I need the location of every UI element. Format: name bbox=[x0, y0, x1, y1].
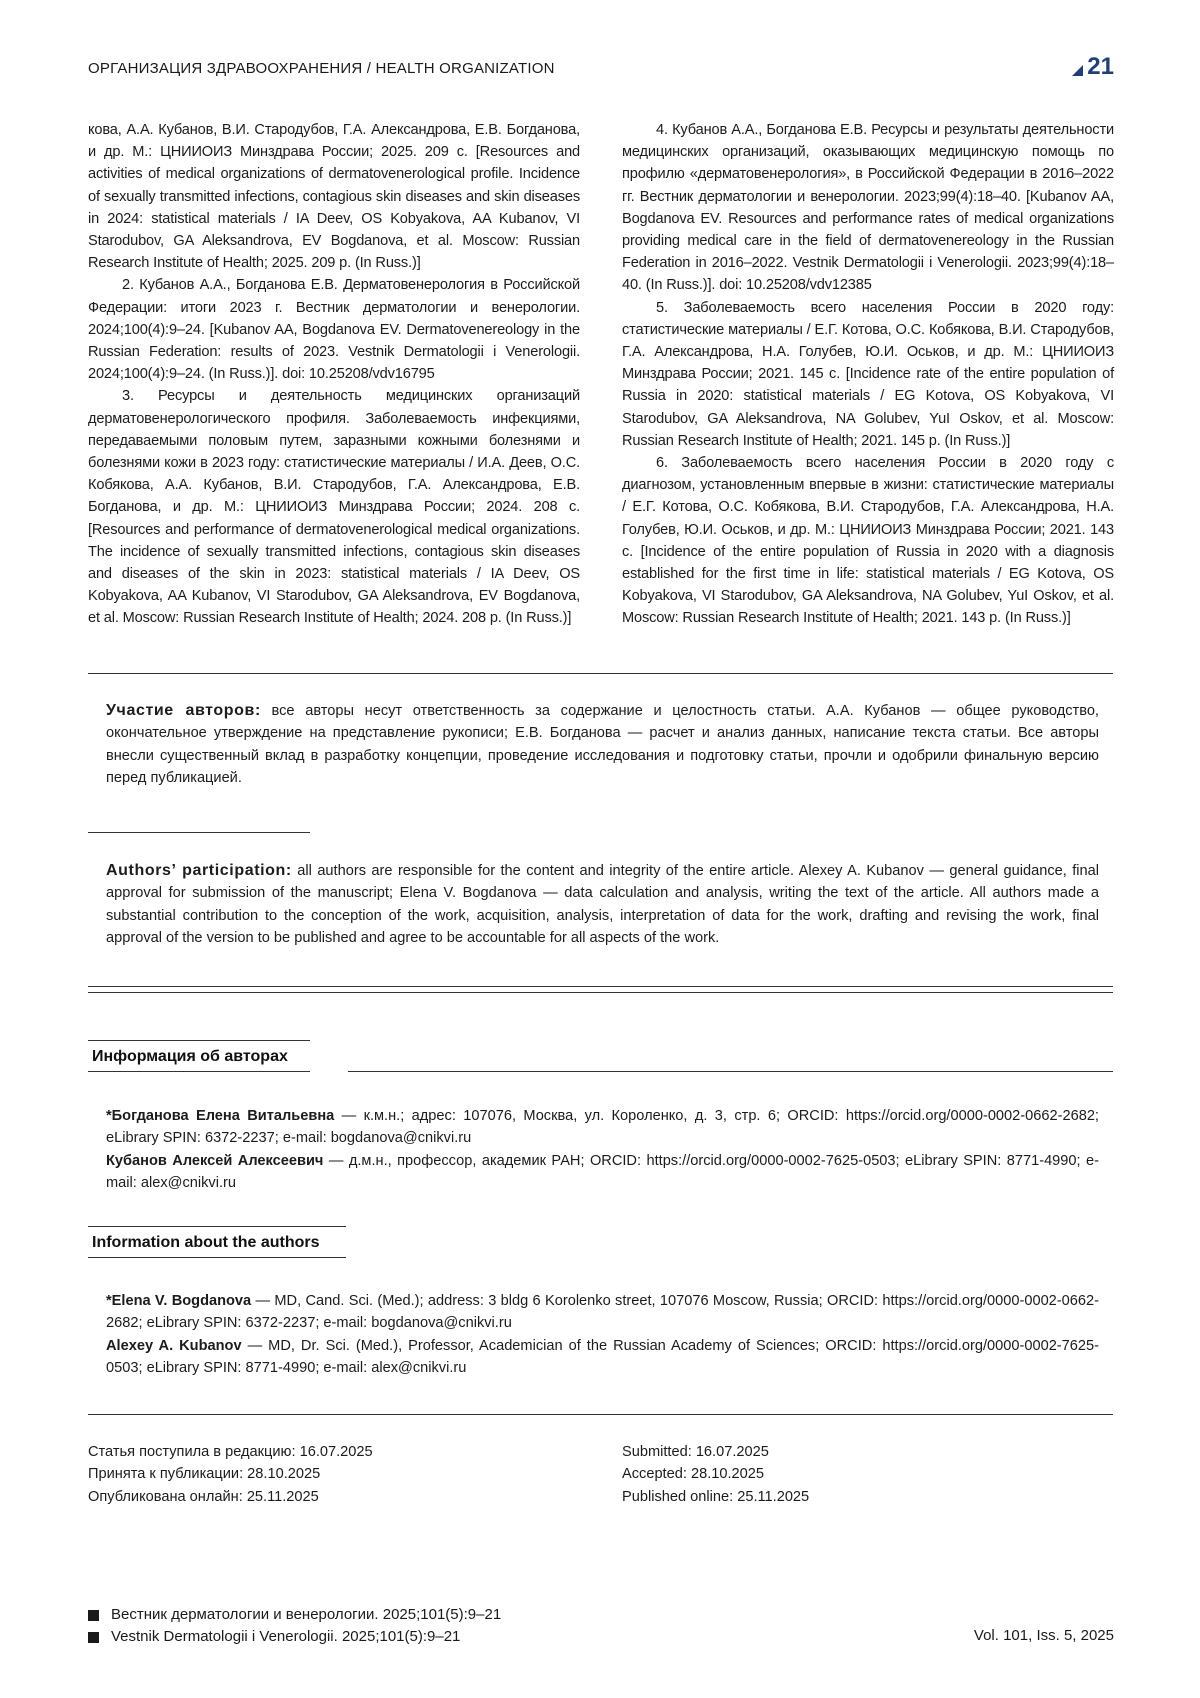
authors-contribution-en bbox=[106, 860, 1099, 949]
reference-5: 5. Заболеваемость всего населения России в 2020 году: статистические материалы / Е.Г. Котова, О.С. Кобякова, В.И. Стародубов, Г.А. Александрова, Н.А. Голубев, Ю.И. Оськов, и др. М.: ЦНИИОИЗ Минздрава России; 2021. 145 с. [Incidence rate of the entire population of Russia in 2020: statistical materials / EG Kotova, OS Kobyakova, VI Starodubov, GA Aleksandrova, NA Golubev, YuI Oskov, et al. Moscow: Russian Research Institute of Health; 2021. 145 p. (In Russ.)] bbox=[622, 299, 1114, 449]
page-number-value: 21 bbox=[1087, 53, 1114, 80]
short-divider bbox=[88, 832, 310, 833]
page-number bbox=[1072, 53, 1114, 81]
journal-ru: Вестник дерматологии и венерологии. 2025;101(5):9–21 bbox=[111, 1606, 502, 1623]
dates-ru bbox=[88, 1441, 373, 1508]
reference-3: 3. Ресурсы и деятельность медицинских организаций дерматовенерологического профиля. Заболеваемость инфекциями, передаваемыми половым путем, заразными кожными болезнями и болезнями кожи в 2023 году: статистические материалы / И.А. Деев, О.С. Кобякова, А.А. Кубанов, В.И. Стародубов, Г.А. Александрова, Е.В. Богданова, и др. М.: ЦНИИОИЗ Минздрава России; 2024. 208 с. [Resources and performance of dermatovenerological medical organizations. The incidence of sexually transmitted infections, contagious skin diseases and diseases of the skin in 2023: statistical materials / IA Deev, OS Kobyakova, AA Kubanov, VI Starodubov, GA Aleksandrova, EV Bogdanova, et al. Moscow: Russian Research Institute of Health; 2024. 208 p. (In Russ.)] bbox=[88, 388, 580, 627]
section-top-rule bbox=[88, 1040, 310, 1041]
references-left-column bbox=[88, 119, 580, 630]
author-ru-2 bbox=[106, 1150, 1099, 1195]
authors-info-en-title: Information about the authors bbox=[92, 1234, 320, 1251]
reference-1-continued: кова, А.А. Кубанов, В.И. Стародубов, Г.А. Александрова, Е.В. Богданова, и др. М.: ЦНИИОИЗ Минздрава России; 2025. 209 с. [Resources and activities of medical organizations of dermatovenerological profile. Incidence of sexually transmitted infections, contagious skin diseases and skin diseases in 2024: statistical materials / IA Deev, OS Kobyakova, AA Kubanov, VI Starodubov, GA Aleksandrova, EV Bogdanova, et al. Moscow: Russian Research Institute of Health; 2025. 209 p. (In Russ.)] bbox=[88, 122, 580, 272]
double-divider-bottom bbox=[88, 992, 1113, 993]
reference-6: 6. Заболеваемость всего населения России в 2020 году с диагнозом, установленным впервые в жизни: статистические материалы / Е.Г. Котова, О.С. Кобякова, В.И. Стародубов, Г.А. Александрова, Н.А. Голубев, Ю.И. Оськов, и др. М.: ЦНИИОИЗ Минздрава России; 2021. 143 с. [Incidence of the entire population of Russia in 2020 with a diagnosis established for the first time in life: statistical materials / EG Kotova, OS Kobyakova, VI Starodubov, GA Aleksandrova, NA Golubev, YuI Oskov, et al. Moscow: Russian Research Institute of Health; 2021. 143 p. (In Russ.)] bbox=[622, 455, 1114, 627]
triangle-icon bbox=[1072, 65, 1083, 76]
author-en-2-name: Alexey A. Kubanov bbox=[106, 1337, 242, 1354]
section-bottom-rule bbox=[88, 1071, 310, 1072]
authors-contribution-ru bbox=[106, 700, 1099, 789]
date-published-ru: Опубликована онлайн: 25.11.2025 bbox=[88, 1488, 319, 1505]
divider-dates bbox=[88, 1414, 1113, 1415]
author-en-1 bbox=[106, 1290, 1099, 1335]
date-submitted-en: Submitted: 16.07.2025 bbox=[622, 1444, 769, 1460]
date-published-en: Published online: 25.11.2025 bbox=[622, 1488, 810, 1505]
contribution-ru-text: все авторы несут ответственность за содержание и целостность статьи. А.А. Кубанов — общее руководство, окончательное утверждение на представление рукописи; Е.В. Богданова — расчет и анализ данных, написание текста статьи. Все авторы внесли существенный вклад в разработку концепции, проведение исследования и подготовку статьи, прочли и одобрили финальную версию перед публикацией. bbox=[106, 703, 1099, 786]
authors-info-ru-title: Информация об авторах bbox=[92, 1048, 288, 1065]
contribution-ru-label: Участие авторов: bbox=[106, 702, 261, 719]
author-en-2 bbox=[106, 1335, 1099, 1380]
author-en-1-details: — MD, Cand. Sci. (Med.); address: 3 bldg 6 Korolenko street, 107076 Moscow, Russia; ORCID: https://orcid.org/0000-0002-0662-2682; eLibrary SPIN: 6372-2237; e-mail: bogdanova@cnikvi.ru bbox=[106, 1293, 1099, 1332]
square-bullet-icon bbox=[88, 1632, 99, 1643]
contribution-en-text: all authors are responsible for the content and integrity of the entire article. Alexey A. Kubanov — general guidance, final approval for submission of the manuscript; Elena V. Bogdanova — data calculation and analysis, writing the text of the article. All authors made a substantial contribution to the conception of the work, acquisition, analysis, interpretation of data for the work, drafting and revising the work, final approval of the version to be published and agree to be accountable for all aspects of the work. bbox=[106, 863, 1099, 946]
author-ru-2-name: Кубанов Алексей Алексеевич bbox=[106, 1152, 324, 1169]
footer-journal bbox=[88, 1604, 501, 1648]
divider bbox=[88, 673, 1113, 674]
author-ru-1-details: — к.м.н.; адрес: 107076, Москва, ул. Короленко, д. 3, стр. 6; ORCID: https://orcid.org/0000-0002-0662-2682; eLibrary SPIN: 6372-2237; e-mail: bogdanova@cnikvi.ru bbox=[106, 1108, 1099, 1147]
running-title: ОРГАНИЗАЦИЯ ЗДРАВООХРАНЕНИЯ / HEALTH ORGANIZATION bbox=[88, 60, 555, 77]
author-ru-1 bbox=[106, 1105, 1099, 1150]
journal-en: Vestnik Dermatologii i Venerologii. 2025;101(5):9–21 bbox=[111, 1628, 461, 1645]
volume-issue: Vol. 101, Iss. 5, 2025 bbox=[973, 1627, 1114, 1644]
author-en-2-details: — MD, Dr. Sci. (Med.), Professor, Academician of the Russian Academy of Sciences; ORCID: https://orcid.org/0000-0002-7625-0503; eLibrary SPIN: 8771-4990; e-mail: alex@cnikvi.ru bbox=[106, 1337, 1099, 1376]
dates-en bbox=[622, 1441, 809, 1508]
square-bullet-icon bbox=[88, 1610, 99, 1621]
reference-2: 2. Кубанов А.А., Богданова Е.В. Дерматовенерология в Российской Федерации: итоги 2023 г. Вестник дерматологии и венерологии. 2024;100(4):9–24. [Kubanov AA, Bogdanova EV. Dermatovenereology in the Russian Federation: results of 2023. Vestnik Dermatologii i Venerologii. 2024;100(4):9–24. (In Russ.)]. doi: 10.25208/vdv16795 bbox=[88, 277, 580, 383]
authors-info-ru bbox=[106, 1105, 1099, 1194]
author-ru-1-name: *Богданова Елена Витальевна bbox=[106, 1108, 335, 1124]
double-divider-top bbox=[88, 986, 1113, 987]
contribution-en-label: Authors’ participation: bbox=[106, 862, 292, 879]
authors-info-en bbox=[106, 1290, 1099, 1379]
author-ru-2-details: — д.м.н., профессор, академик РАН; ORCID: https://orcid.org/0000-0002-7625-0503; eLibrary SPIN: 8771-4990; e-mail: alex@cnikvi.ru bbox=[106, 1152, 1100, 1191]
section-top-rule-en bbox=[88, 1226, 346, 1227]
author-en-1-name: *Elena V. Bogdanova bbox=[106, 1293, 252, 1309]
date-accepted-en: Accepted: 28.10.2025 bbox=[622, 1466, 764, 1483]
section-bottom-rule-en bbox=[88, 1257, 346, 1258]
reference-4: 4. Кубанов А.А., Богданова Е.В. Ресурсы и результаты деятельности медицинских организаций, оказывающих медицинскую помощь по профилю «дерматовенерология», в Российской Федерации в 2016–2022 гг. Вестник дерматологии и венерологии. 2023;99(4):18–40. [Kubanov AA, Bogdanova EV. Resources and performance rates of medical organizations providing medical care in the field of dermatovenereology in the Russian Federation in 2016–2022. Vestnik Dermatologii i Venerologii. 2023;99(4):18–40. (In Russ.)]. doi: 10.25208/vdv12385 bbox=[622, 122, 1114, 294]
date-submitted-ru: Статья поступила в редакцию: 16.07.2025 bbox=[88, 1444, 373, 1460]
section-long-rule bbox=[348, 1071, 1113, 1072]
date-accepted-ru: Принята к публикации: 28.10.2025 bbox=[88, 1466, 321, 1483]
references-right-column bbox=[622, 119, 1114, 630]
